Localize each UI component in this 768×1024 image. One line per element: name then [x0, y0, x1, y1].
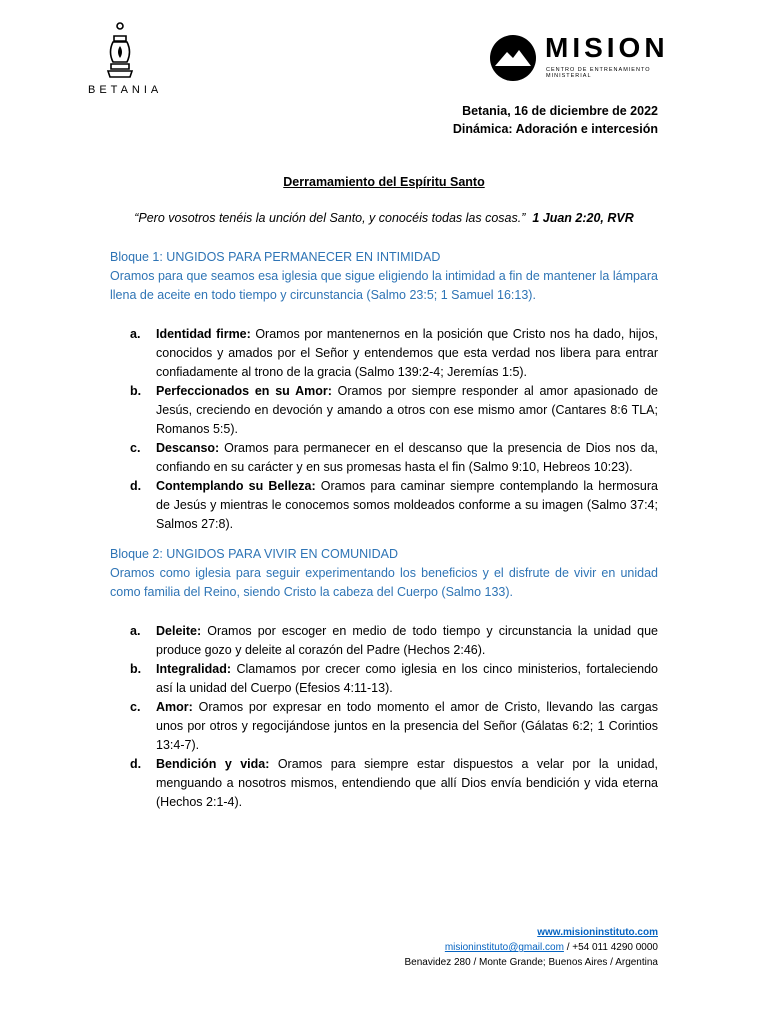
list-item	[110, 325, 658, 382]
item-letter: b.	[130, 384, 142, 398]
block-heading: Bloque 1: UNGIDOS PARA PERMANECER EN INTIMIDAD	[110, 250, 441, 264]
list-item	[110, 382, 658, 439]
block-1	[110, 248, 658, 534]
list-item	[110, 755, 658, 812]
block-intro: Oramos como iglesia para seguir experimentando los beneficios y el disfrute de vivir en unidad como familia del Reino, siendo Cristo la cabeza del Cuerpo (Salmo 133).	[110, 566, 658, 599]
block-2	[110, 545, 658, 812]
item-text: Oramos por mantenernos en la posición que Cristo nos ha dado, hijos, conocidos y amados por el Señor y entendemos que esta verdad nos libera para entrar confiadamente al trono de la gracia (Salmo 139:2-4; Jeremías 1:5).	[156, 327, 658, 379]
mision-wordmark: MISION	[545, 32, 669, 63]
item-text: Clamamos por crecer como iglesia en los cinco ministerios, fortaleciendo así la unidad del Cuerpo (Efesios 4:11-13).	[156, 662, 658, 695]
item-heading: Perfeccionados en su Amor:	[156, 384, 332, 398]
scripture-quote	[110, 211, 658, 225]
quote-reference: 1 Juan 2:20, RVR	[532, 211, 634, 225]
document-title: Derramamiento del Espíritu Santo	[283, 175, 485, 189]
mision-logo	[489, 34, 689, 80]
betania-wordmark: BETANIA	[88, 84, 163, 96]
item-heading: Deleite:	[156, 624, 202, 638]
betania-logo	[88, 22, 163, 96]
email-link[interactable]: misioninstituto@gmail.com	[444, 942, 564, 953]
item-letter: d.	[130, 479, 142, 493]
item-heading: Amor:	[156, 700, 193, 714]
lamp-icon	[103, 22, 137, 80]
item-heading: Contemplando su Belleza:	[156, 479, 316, 493]
block-1-list	[110, 325, 658, 534]
list-item	[110, 477, 658, 534]
item-text: Oramos por siempre responder al amor apasionado de Jesús, creciendo en devoción y amando a otros con ese mismo amor (Cantares 8:6 TLA; Romanos 5:5).	[156, 384, 658, 436]
website-link[interactable]: www.misioninstituto.com	[537, 927, 658, 938]
address-text: Benavidez 280 / Monte Grande; Buenos Aires / Argentina	[404, 957, 658, 968]
item-text: Oramos por escoger en medio de todo tiempo y circunstancia la unidad que produce gozo y deleite al corazón del Padre (Hechos 2:46).	[156, 624, 658, 657]
mision-subtitle: CENTRO DE ENTRENAMIENTO MINISTERIAL	[546, 67, 651, 79]
quote-text: “Pero vosotros tenéis la unción del Santo, y conocéis todas las cosas.”	[134, 211, 526, 225]
item-letter: c.	[130, 441, 141, 455]
block-2-list	[110, 622, 658, 812]
item-heading: Integralidad:	[156, 662, 232, 676]
item-heading: Bendición y vida:	[156, 757, 270, 771]
item-text: Oramos por expresar en todo momento el amor de Cristo, llevando las cargas unos por otros y regocijándose juntos en la presencia del Señor (Gálatas 6:2; 1 Corintios 13:4-7).	[156, 700, 658, 752]
document-header	[453, 102, 658, 138]
list-item	[110, 439, 658, 477]
item-text: Oramos para siempre estar dispuestos a velar por la unidad, menguando a nosotros mismos, entendiendo que allí Dios envía bendición y vida eterna (Hechos 2:1-4).	[156, 757, 658, 809]
list-item	[110, 622, 658, 660]
dynamic-line: Dinámica: Adoración e intercesión	[452, 122, 658, 136]
date-line: Betania, 16 de diciembre de 2022	[462, 104, 658, 118]
block-intro: Oramos para que seamos esa iglesia que sigue eligiendo la intimidad a fin de mantener la lámpara llena de aceite en todo tiempo y circunstancia (Salmo 23:5; 1 Samuel 16:13).	[110, 269, 658, 302]
item-letter: c.	[130, 700, 141, 714]
mountain-icon	[489, 34, 537, 82]
item-text: Oramos para permanecer en el descanso que la presencia de Dios nos da, confiando en su carácter y en sus promesas hasta el fin (Salmo 9:10, Hebreos 10:23).	[156, 441, 658, 474]
item-text: Oramos para caminar siempre contemplando la hermosura de Jesús y mientras le conocemos somos moldeados conforme a su imagen (Salmo 37:4; Salmos 27:8).	[156, 479, 658, 531]
list-item	[110, 698, 658, 755]
list-item	[110, 660, 658, 698]
phone-text: / +54 011 4290 0000	[563, 942, 658, 953]
block-heading: Bloque 2: UNGIDOS PARA VIVIR EN COMUNIDAD	[110, 547, 399, 561]
page-footer	[405, 925, 659, 970]
item-heading: Identidad firme:	[156, 327, 251, 341]
item-letter: b.	[130, 662, 142, 676]
item-letter: a.	[130, 624, 141, 638]
item-heading: Descanso:	[156, 441, 220, 455]
item-letter: d.	[130, 757, 142, 771]
item-letter: a.	[130, 327, 141, 341]
